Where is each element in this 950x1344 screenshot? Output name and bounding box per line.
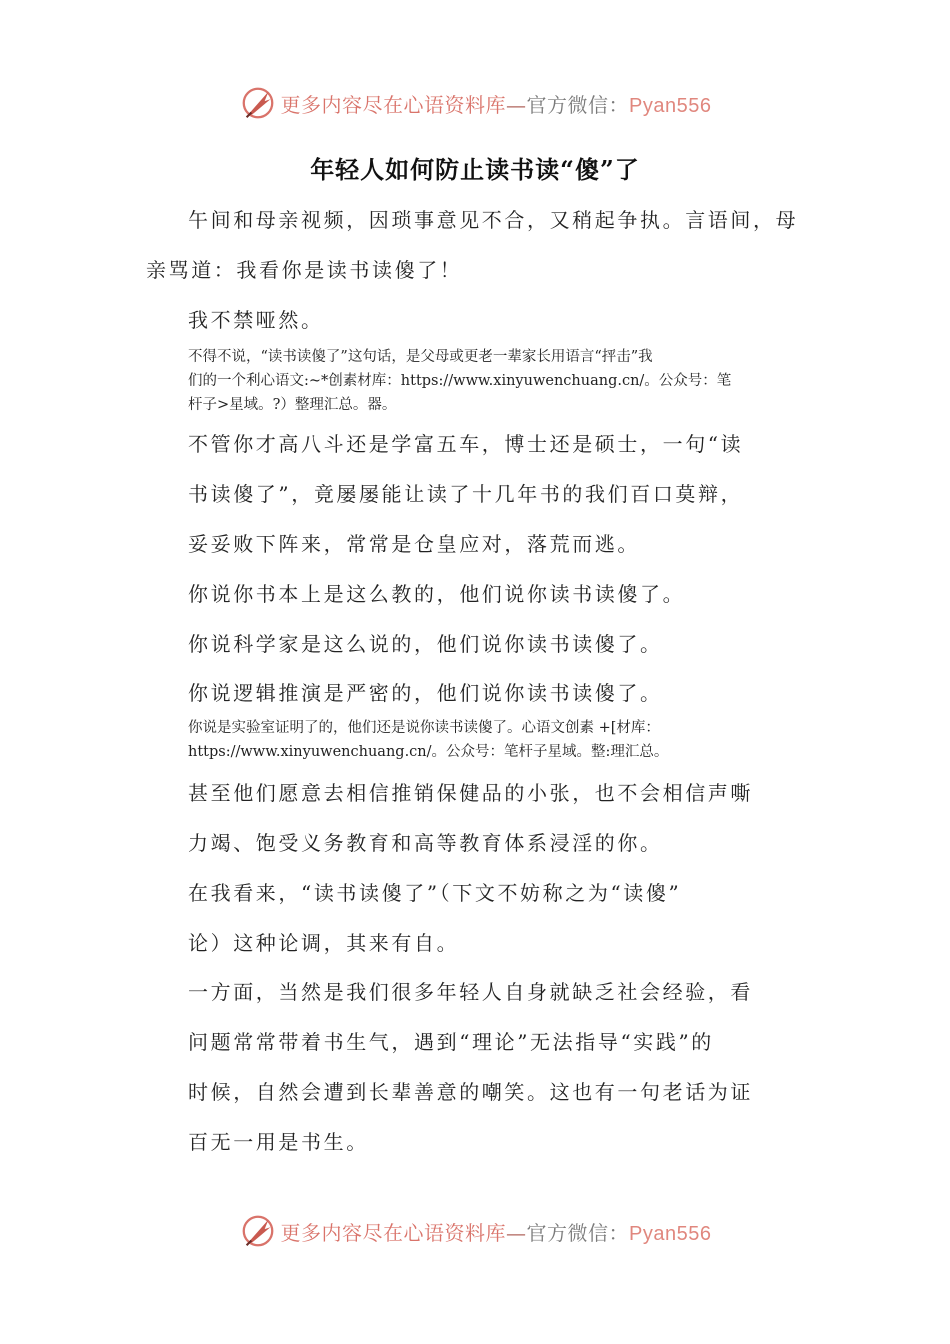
small-text-line: 杆子>星域。?）整理汇总。器。 bbox=[188, 397, 397, 413]
watermark-wechat-id: Pyan556 bbox=[629, 94, 712, 117]
body-line: 甚至他们愿意去相信推销保健品的小张，也不会相信声嘶 bbox=[188, 781, 753, 805]
watermark-wechat-label: 官方微信： bbox=[526, 92, 630, 117]
body-line: 力竭、饱受义务教育和高等教育体系浸淫的你。 bbox=[188, 831, 663, 855]
body-line: 妥妥败下阵来，常常是仓皇应对，落荒而逃。 bbox=[188, 532, 640, 556]
body-line: 你说逻辑推演是严密的，他们说你读书读傻了。 bbox=[188, 681, 663, 705]
watermark-main: 更多内容尽在心语资料库 bbox=[280, 1220, 507, 1245]
body-line: 你说你书本上是这么教的，他们说你读书读傻了。 bbox=[188, 582, 686, 606]
article-title: 年轻人如何防止读书读“傻”了 bbox=[310, 155, 640, 184]
body-line: 亲骂道：我看你是读书读傻了！ bbox=[146, 258, 463, 282]
body-line: 书读傻了”，竟屡屡能让读了十几年书的我们百口莫辩， bbox=[188, 482, 744, 506]
body-line: 午间和母亲视频，因琐事意见不合，又稍起争执。言语间，母 bbox=[188, 208, 799, 232]
header-watermark bbox=[0, 80, 950, 126]
footer-watermark bbox=[0, 1208, 950, 1254]
body-line: 你说科学家是这么说的，他们说你读书读傻了。 bbox=[188, 632, 663, 656]
body-line: 我不禁哑然。 bbox=[188, 308, 324, 332]
body-line: 不管你才高八斗还是学富五车，博士还是硕士，一句“读 bbox=[188, 432, 744, 456]
small-text-line: https://www.xinyuwenchuang.cn/。公众号：笔杆子星域。整:理汇总。 bbox=[188, 744, 669, 760]
body-line: 在我看来，“读书读傻了”（下文不妨称之为“读傻” bbox=[188, 881, 682, 905]
quill-pen-logo-icon bbox=[239, 84, 277, 122]
watermark-text bbox=[281, 89, 712, 118]
small-text-line: 你说是实验室证明了的，他们还是说你读书读傻了。心语文创素 +[材库： bbox=[188, 720, 660, 736]
body-line: 百无一用是书生。 bbox=[188, 1130, 369, 1154]
watermark-main: 更多内容尽在心语资料库 bbox=[280, 92, 507, 117]
watermark-dash: — bbox=[506, 92, 527, 117]
watermark-dash: — bbox=[506, 1220, 527, 1245]
body-line: 时候，自然会遭到长辈善意的嘲笑。这也有一句老话为证 bbox=[188, 1080, 753, 1104]
small-text-line: 们的一个利心语文:~*创素材库：https://www.xinyuwenchuang.cn/。公众号：笔 bbox=[188, 373, 732, 389]
quill-pen-logo-icon bbox=[239, 1212, 277, 1250]
watermark-wechat-id: Pyan556 bbox=[629, 1222, 712, 1245]
watermark-wechat-label: 官方微信： bbox=[526, 1220, 630, 1245]
watermark-text bbox=[281, 1217, 712, 1246]
body-line: 问题常常带着书生气，遇到“理论”无法指导“实践”的 bbox=[188, 1030, 714, 1054]
body-line: 一方面，当然是我们很多年轻人自身就缺乏社会经验，看 bbox=[188, 980, 753, 1004]
small-text-line: 不得不说，“读书读傻了”这句话，是父母或更老一辈家长用语言“抨击”我 bbox=[188, 349, 653, 365]
body-line: 论）这种论调，其来有自。 bbox=[188, 931, 460, 955]
